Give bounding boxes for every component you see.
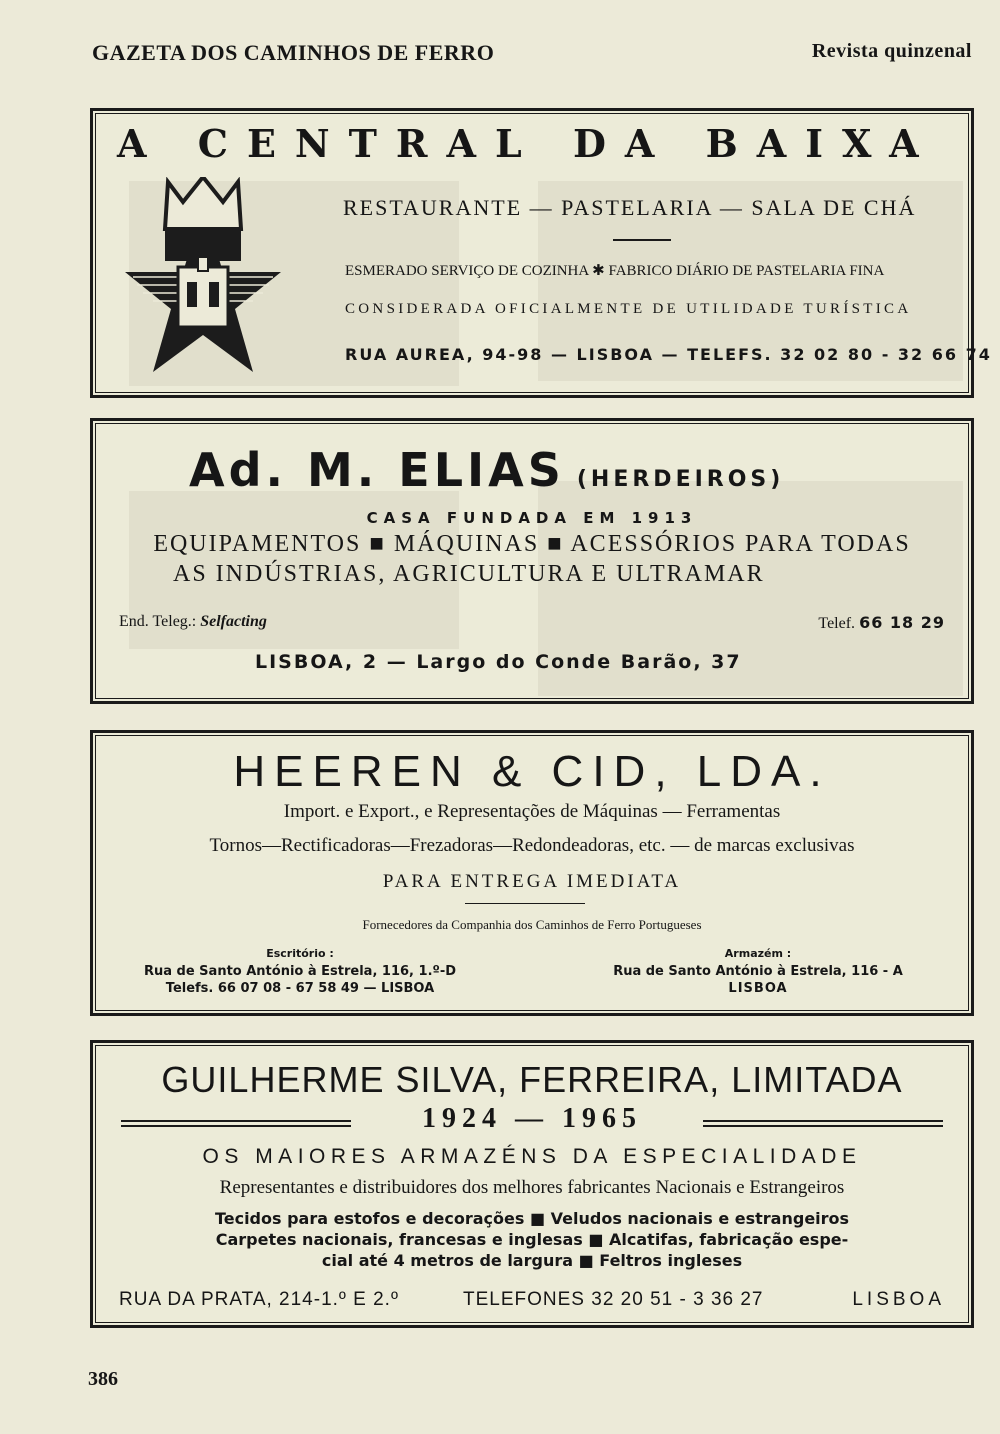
ad4-years: 1924 — 1965	[422, 1103, 642, 1134]
ad2-line2: AS INDÚSTRIAS, AGRICULTURA E ULTRAMAR	[173, 561, 765, 587]
ad-guilherme-silva	[90, 1040, 974, 1328]
ad1-address: RUA AUREA, 94-98 — LISBOA — TELEFS. 32 02 80 - 32 66 74	[345, 345, 992, 364]
ad4-reps: Representantes e distribuidores dos melhores fabricantes Nacionais e Estrangeiros	[219, 1177, 845, 1198]
ad3-warehouse-label: Armazém :	[724, 947, 792, 960]
ad3-line1: Import. e Export., e Representações de Máquinas — Ferramentas	[283, 801, 781, 822]
ad2-tel-value: 66 18 29	[859, 613, 945, 632]
ad4-prod2: Carpetes nacionais, francesas e inglesas ■ Alcatifas, fabricação espe-	[215, 1230, 849, 1249]
ad2-founded: CASA FUNDADA EM 1913	[366, 509, 698, 527]
ad2-teleg-label: End. Teleg.:	[119, 613, 197, 630]
ad3-divider	[465, 903, 585, 904]
ad3-line3: PARA ENTREGA IMEDIATA	[382, 871, 682, 892]
publication-subtitle: Revista quinzenal	[811, 40, 972, 62]
ad-central-da-baixa	[90, 108, 992, 398]
ad4-name: GUILHERME SILVA, FERREIRA, LIMITADA	[161, 1059, 903, 1100]
ad2-title	[189, 443, 784, 497]
ad2-name: Ad. M. ELIAS	[189, 443, 565, 497]
ad4-city: LISBOA	[852, 1289, 945, 1310]
ad3-line2: Tornos—Rectificadoras—Frezadoras—Redondeadoras, etc. — de marcas exclusivas	[209, 835, 855, 856]
ad2-teleg-value: Selfacting	[200, 613, 267, 630]
ad3-warehouse	[563, 947, 953, 996]
ad2-line1: EQUIPAMENTOS ■ MÁQUINAS ■ ACESSÓRIOS PARA TODAS	[153, 531, 911, 557]
page-number: 386	[88, 1368, 118, 1390]
ad4-tagline: OS MAIORES ARMAZÉNS DA ESPECIALIDADE	[202, 1145, 862, 1168]
ad2-tel	[818, 613, 945, 633]
ad1-line2: CONSIDERADA OFICIALMENTE DE UTILIDADE TURÍSTICA	[345, 301, 912, 317]
ad1-divider	[613, 239, 671, 241]
ad2-tel-label: Telef.	[818, 615, 856, 632]
ad3-warehouse-addr: Rua de Santo António à Estrela, 116 - A	[613, 964, 903, 979]
star-crown-logo	[123, 177, 283, 377]
ad3-supplier: Fornecedores da Companhia dos Caminhos de Ferro Portugueses	[362, 917, 702, 932]
ad3-office-label: Escritório :	[266, 947, 334, 960]
ad-heeren-cid	[90, 730, 974, 1016]
ad-m-elias	[90, 418, 974, 704]
ad4-prod3: cial até 4 metros de largura ■ Feltros ingleses	[321, 1251, 743, 1270]
ad2-teleg	[119, 613, 267, 631]
ad4-address: RUA DA PRATA, 214-1.º E 2.º	[119, 1289, 399, 1310]
publication-title: GAZETA DOS CAMINHOS DE FERRO	[92, 40, 495, 65]
ad1-name: A CENTRAL DA BAIXA	[117, 121, 938, 166]
ad3-warehouse-city: LISBOA	[728, 981, 788, 996]
ad1-services: RESTAURANTE — PASTELARIA — SALA DE CHÁ	[343, 195, 917, 220]
ad2-suffix: (HERDEIROS)	[576, 467, 785, 492]
ad3-office-addr: Rua de Santo António à Estrela, 116, 1.º-D	[143, 964, 457, 979]
ad1-line1: ESMERADO SERVIÇO DE COZINHA ✱ FABRICO DIÁRIO DE PASTELARIA FINA	[345, 263, 885, 279]
ad3-office	[115, 947, 485, 996]
ad4-phones: TELEFONES 32 20 51 - 3 36 27	[463, 1289, 764, 1310]
ad3-name: HEEREN & CID, LDA.	[233, 747, 831, 796]
ad2-address: LISBOA, 2 — Largo do Conde Barão, 37	[255, 651, 742, 673]
ad4-prod1: Tecidos para estofos e decorações ■ Veludos nacionais e estrangeiros	[214, 1209, 850, 1228]
ad3-office-tel: Telefs. 66 07 08 - 67 58 49 — LISBOA	[165, 981, 435, 996]
